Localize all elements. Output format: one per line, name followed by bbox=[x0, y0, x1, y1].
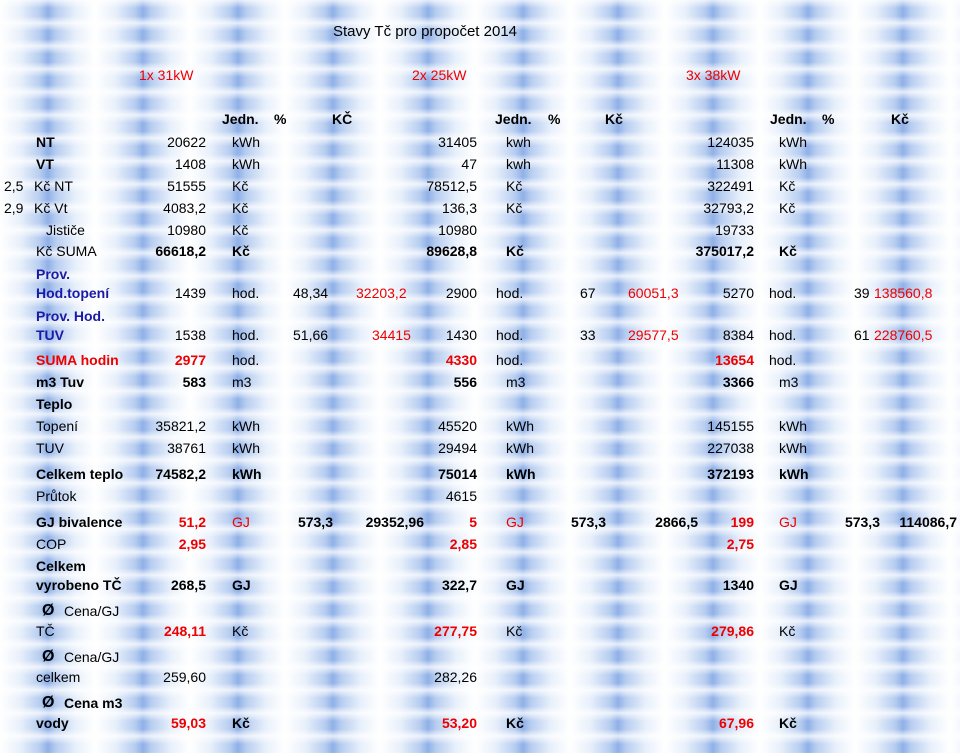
cell-tuv-kwh-a: 38761 bbox=[167, 440, 206, 456]
unit-vt-c: kWh bbox=[779, 156, 807, 172]
col-header-kc-b: Kč bbox=[605, 111, 623, 127]
cell-gj-bivalence-c3: 114086,7 bbox=[899, 514, 957, 530]
cell-cop-c: 2,75 bbox=[726, 536, 754, 552]
cell-tuv-c: 8384 bbox=[722, 327, 754, 343]
row-label-kc-vt: Kč Vt bbox=[34, 200, 68, 216]
kc-topeni-a: 32203,2 bbox=[356, 285, 407, 301]
cell-tuv-a: 1538 bbox=[174, 327, 206, 343]
unit-kc-nt-c: Kč bbox=[779, 178, 796, 194]
row-label-vt: VT bbox=[36, 156, 54, 172]
row-label-topeni-1: Prov. bbox=[36, 266, 70, 282]
unit-cena-gj-tc-b: Kč bbox=[506, 623, 523, 639]
row-label-tuv-kwh: TUV bbox=[36, 440, 64, 456]
page-title: Stavy Tč pro propočet 2014 bbox=[333, 23, 517, 40]
cell-celkem-teplo-c: 372193 bbox=[707, 466, 754, 482]
section-label-teplo: Teplo bbox=[36, 396, 73, 412]
col-header-pct-c: % bbox=[822, 111, 835, 127]
row-label-nt: NT bbox=[36, 134, 55, 150]
row-label-cena-m3-2: vody bbox=[36, 715, 69, 731]
cell-topeni-kwh-b: 45520 bbox=[438, 418, 477, 434]
cell-cena-gj-tc-b: 277,75 bbox=[434, 623, 477, 639]
row-label-celkem-teplo: Celkem teplo bbox=[36, 466, 124, 482]
unit-jistice-a: Kč bbox=[232, 222, 249, 238]
cell-kc-vt-b: 136,3 bbox=[441, 200, 477, 216]
kc-topeni-b: 60051,3 bbox=[628, 285, 679, 301]
unit-m3-tuv-a: m3 bbox=[232, 374, 252, 390]
cell-cop-a: 2,95 bbox=[178, 536, 206, 552]
unit-cena-m3-b: Kč bbox=[506, 715, 524, 731]
unit-suma-hodin-b: hod. bbox=[496, 352, 524, 368]
cell-jistice-b: 10980 bbox=[438, 222, 477, 238]
cell-gj-bivalence-c: 199 bbox=[730, 514, 754, 530]
diameter-icon: Ø bbox=[42, 694, 55, 711]
unit-gj-bivalence-c: GJ bbox=[779, 514, 797, 530]
row-label-gj-bivalence: GJ bivalence bbox=[36, 514, 123, 530]
cell-kc-nt-b: 78512,5 bbox=[426, 178, 477, 194]
cell-cena-m3-a: 59,03 bbox=[170, 715, 206, 731]
row-label-celkem-vyrobeno-1: Celkem bbox=[36, 558, 86, 574]
cell-cena-gj-tc-c: 279,86 bbox=[711, 623, 754, 639]
cell-suma-a: 66618,2 bbox=[155, 243, 206, 259]
col-header-pct-a: % bbox=[274, 111, 287, 127]
cell-cena-m3-c: 67,96 bbox=[718, 715, 754, 731]
cell-gj-bivalence-a3: 29352,96 bbox=[365, 514, 424, 530]
cell-cena-gj-celkem-b: 282,26 bbox=[434, 669, 477, 685]
unit-tuv-kwh-c: kWh bbox=[779, 440, 807, 456]
unit-gj-bivalence-b: GJ bbox=[506, 514, 524, 530]
row-label-m3-tuv: m3 Tuv bbox=[36, 374, 84, 390]
col-header-jedn-b: Jedn. bbox=[495, 111, 532, 127]
cell-kc-vt-c: 32793,2 bbox=[703, 200, 754, 216]
col-header-pct-b: % bbox=[548, 111, 561, 127]
cell-nt-a: 20622 bbox=[167, 134, 206, 150]
cell-celkem-teplo-a: 74582,2 bbox=[155, 466, 206, 482]
cell-celkem-teplo-b: 75014 bbox=[438, 466, 477, 482]
kc-topeni-c: 138560,8 bbox=[874, 285, 933, 301]
cell-m3-tuv-a: 583 bbox=[182, 374, 206, 390]
cell-jistice-c: 19733 bbox=[715, 222, 754, 238]
unit-kc-vt-b: Kč bbox=[506, 200, 523, 216]
cell-jistice-a: 10980 bbox=[167, 222, 206, 238]
row-label-topeni-2: Hod.topení bbox=[36, 285, 110, 301]
unit-tuv-b: hod. bbox=[496, 327, 524, 343]
cell-nt-b: 31405 bbox=[438, 134, 477, 150]
unit-vt-b: kwh bbox=[506, 156, 531, 172]
unit-nt-a: kWh bbox=[232, 134, 260, 150]
unit-cena-m3-a: Kč bbox=[232, 715, 250, 731]
cell-kc-nt-c: 322491 bbox=[707, 178, 754, 194]
col-header-kc-c: Kč bbox=[891, 111, 909, 127]
row-label-celkem-vyrobeno-2: vyrobeno TČ bbox=[36, 577, 122, 593]
cell-cena-gj-celkem-a: 259,60 bbox=[163, 669, 206, 685]
cell-suma-hodin-c: 13654 bbox=[715, 352, 754, 368]
row-label-tuv-2: TUV bbox=[36, 327, 64, 343]
unit-topeni-kwh-b: kWh bbox=[506, 418, 534, 434]
cell-suma-hodin-a: 2977 bbox=[174, 352, 206, 368]
unit-topeni-kwh-c: kWh bbox=[779, 418, 807, 434]
kc-tuv-b: 29577,5 bbox=[628, 327, 679, 343]
unit-tuv-kwh-a: kWh bbox=[232, 440, 260, 456]
row-label-topeni-kwh: Topení bbox=[36, 418, 79, 434]
cell-celkem-vyrobeno-c: 1340 bbox=[722, 577, 754, 593]
unit-tuv-kwh-b: kWh bbox=[506, 440, 534, 456]
kc-tuv-a: 34415 bbox=[372, 327, 411, 343]
cell-topeni-c: 5270 bbox=[722, 285, 754, 301]
row-label-cop: COP bbox=[36, 536, 67, 552]
cell-m3-tuv-c: 3366 bbox=[722, 374, 754, 390]
unit-suma-c: Kč bbox=[779, 243, 797, 259]
row-label-prutok: Průtok bbox=[36, 488, 77, 504]
cell-gj-bivalence-c2: 573,3 bbox=[844, 514, 880, 530]
unit-celkem-vyrobeno-b: GJ bbox=[506, 577, 525, 593]
cell-vt-b: 47 bbox=[461, 156, 477, 172]
unit-nt-c: kWh bbox=[779, 134, 807, 150]
unit-celkem-teplo-c: kWh bbox=[779, 466, 809, 482]
cell-vt-a: 1408 bbox=[174, 156, 206, 172]
row-label-cena-gj-celkem-1: Cena/GJ bbox=[64, 649, 120, 665]
row-label-cena-m3-1: Cena m3 bbox=[64, 695, 123, 711]
cell-tuv-kwh-b: 29494 bbox=[438, 440, 477, 456]
pct-topeni-a: 48,34 bbox=[293, 285, 329, 301]
unit-topeni-a: hod. bbox=[232, 285, 260, 301]
col-header-jedn-c: Jedn. bbox=[770, 111, 807, 127]
unit-celkem-vyrobeno-c: GJ bbox=[779, 577, 798, 593]
row-label-kc-nt: Kč NT bbox=[34, 178, 73, 194]
unit-m3-tuv-b: m3 bbox=[506, 374, 526, 390]
cell-topeni-kwh-c: 145155 bbox=[707, 418, 754, 434]
unit-suma-b: Kč bbox=[506, 243, 524, 259]
cell-gj-bivalence-b3: 2866,5 bbox=[655, 514, 698, 530]
unit-suma-a: Kč bbox=[232, 243, 250, 259]
unit-cena-m3-c: Kč bbox=[779, 715, 797, 731]
unit-gj-bivalence-a: GJ bbox=[232, 514, 250, 530]
rate-kc-nt: 2,5 bbox=[4, 178, 24, 194]
unit-vt-a: kWh bbox=[232, 156, 260, 172]
cell-suma-b: 89628,8 bbox=[426, 243, 477, 259]
unit-topeni-b: hod. bbox=[496, 285, 524, 301]
pct-tuv-b: 33 bbox=[580, 327, 596, 343]
pct-topeni-b: 67 bbox=[580, 285, 596, 301]
cell-gj-bivalence-b: 5 bbox=[469, 514, 477, 530]
unit-kc-nt-b: Kč bbox=[506, 178, 523, 194]
cell-kc-nt-a: 51555 bbox=[167, 178, 206, 194]
col-header-jedn-a: Jedn. bbox=[222, 111, 259, 127]
cell-topeni-kwh-a: 35821,2 bbox=[155, 418, 206, 434]
row-label-suma-hodin: SUMA hodin bbox=[36, 352, 119, 368]
unit-cena-gj-tc-c: Kč bbox=[779, 623, 796, 639]
diameter-icon: Ø bbox=[42, 602, 55, 619]
cell-vt-c: 11308 bbox=[716, 156, 754, 172]
system-header-b: 2x 25kW bbox=[412, 67, 467, 83]
unit-nt-b: kwh bbox=[506, 134, 531, 150]
row-label-cena-gj-tc-1: Cena/GJ bbox=[64, 603, 120, 619]
unit-m3-tuv-c: m3 bbox=[779, 374, 799, 390]
cell-celkem-vyrobeno-b: 322,7 bbox=[441, 577, 477, 593]
unit-kc-vt-a: Kč bbox=[232, 200, 249, 216]
pct-tuv-c: 61 bbox=[854, 327, 870, 343]
cell-suma-c: 375017,2 bbox=[695, 243, 754, 259]
cell-topeni-a: 1439 bbox=[174, 285, 206, 301]
row-label-suma: Kč SUMA bbox=[36, 243, 97, 259]
unit-celkem-teplo-a: kWh bbox=[232, 466, 262, 482]
cell-cop-b: 2,85 bbox=[449, 536, 477, 552]
cell-cena-m3-b: 53,20 bbox=[441, 715, 477, 731]
unit-celkem-vyrobeno-a: GJ bbox=[232, 577, 251, 593]
cell-tuv-b: 1430 bbox=[445, 327, 477, 343]
cell-topeni-b: 2900 bbox=[445, 285, 477, 301]
unit-topeni-c: hod. bbox=[769, 285, 797, 301]
unit-cena-gj-tc-a: Kč bbox=[232, 623, 249, 639]
cell-gj-bivalence-a2: 573,3 bbox=[297, 514, 333, 530]
cell-m3-tuv-b: 556 bbox=[453, 374, 477, 390]
col-header-kc-a: KČ bbox=[332, 111, 353, 127]
cell-prutok-b: 4615 bbox=[445, 488, 477, 504]
unit-suma-hodin-a: hod. bbox=[232, 352, 260, 368]
diameter-icon: Ø bbox=[42, 648, 55, 665]
unit-tuv-c: hod. bbox=[769, 327, 797, 343]
cell-cena-gj-tc-a: 248,11 bbox=[163, 623, 206, 639]
rate-kc-vt: 2,9 bbox=[4, 200, 24, 216]
row-label-tuv-1: Prov. Hod. bbox=[36, 308, 105, 324]
cell-gj-bivalence-a: 51,2 bbox=[178, 514, 206, 530]
cell-kc-vt-a: 4083,2 bbox=[163, 200, 206, 216]
cell-gj-bivalence-b2: 573,3 bbox=[570, 514, 606, 530]
cell-celkem-vyrobeno-a: 268,5 bbox=[170, 577, 206, 593]
unit-topeni-kwh-a: kWh bbox=[232, 418, 260, 434]
row-label-cena-gj-celkem-2: celkem bbox=[36, 669, 81, 685]
cell-suma-hodin-b: 4330 bbox=[445, 352, 477, 368]
row-label-jistice: Jističe bbox=[46, 222, 85, 238]
unit-celkem-teplo-b: kWh bbox=[506, 466, 536, 482]
unit-tuv-a: hod. bbox=[232, 327, 260, 343]
system-header-c: 3x 38kW bbox=[686, 67, 741, 83]
unit-suma-hodin-c: hod. bbox=[769, 352, 797, 368]
cell-nt-c: 124035 bbox=[707, 134, 754, 150]
pct-topeni-c: 39 bbox=[854, 285, 870, 301]
cell-tuv-kwh-c: 227038 bbox=[707, 440, 754, 456]
unit-kc-nt-a: Kč bbox=[232, 178, 249, 194]
kc-tuv-c: 228760,5 bbox=[874, 327, 933, 343]
row-label-cena-gj-tc-2: TČ bbox=[36, 623, 55, 639]
system-header-a: 1x 31kW bbox=[139, 67, 194, 83]
unit-kc-vt-c: Kč bbox=[779, 200, 796, 216]
pct-tuv-a: 51,66 bbox=[293, 327, 329, 343]
